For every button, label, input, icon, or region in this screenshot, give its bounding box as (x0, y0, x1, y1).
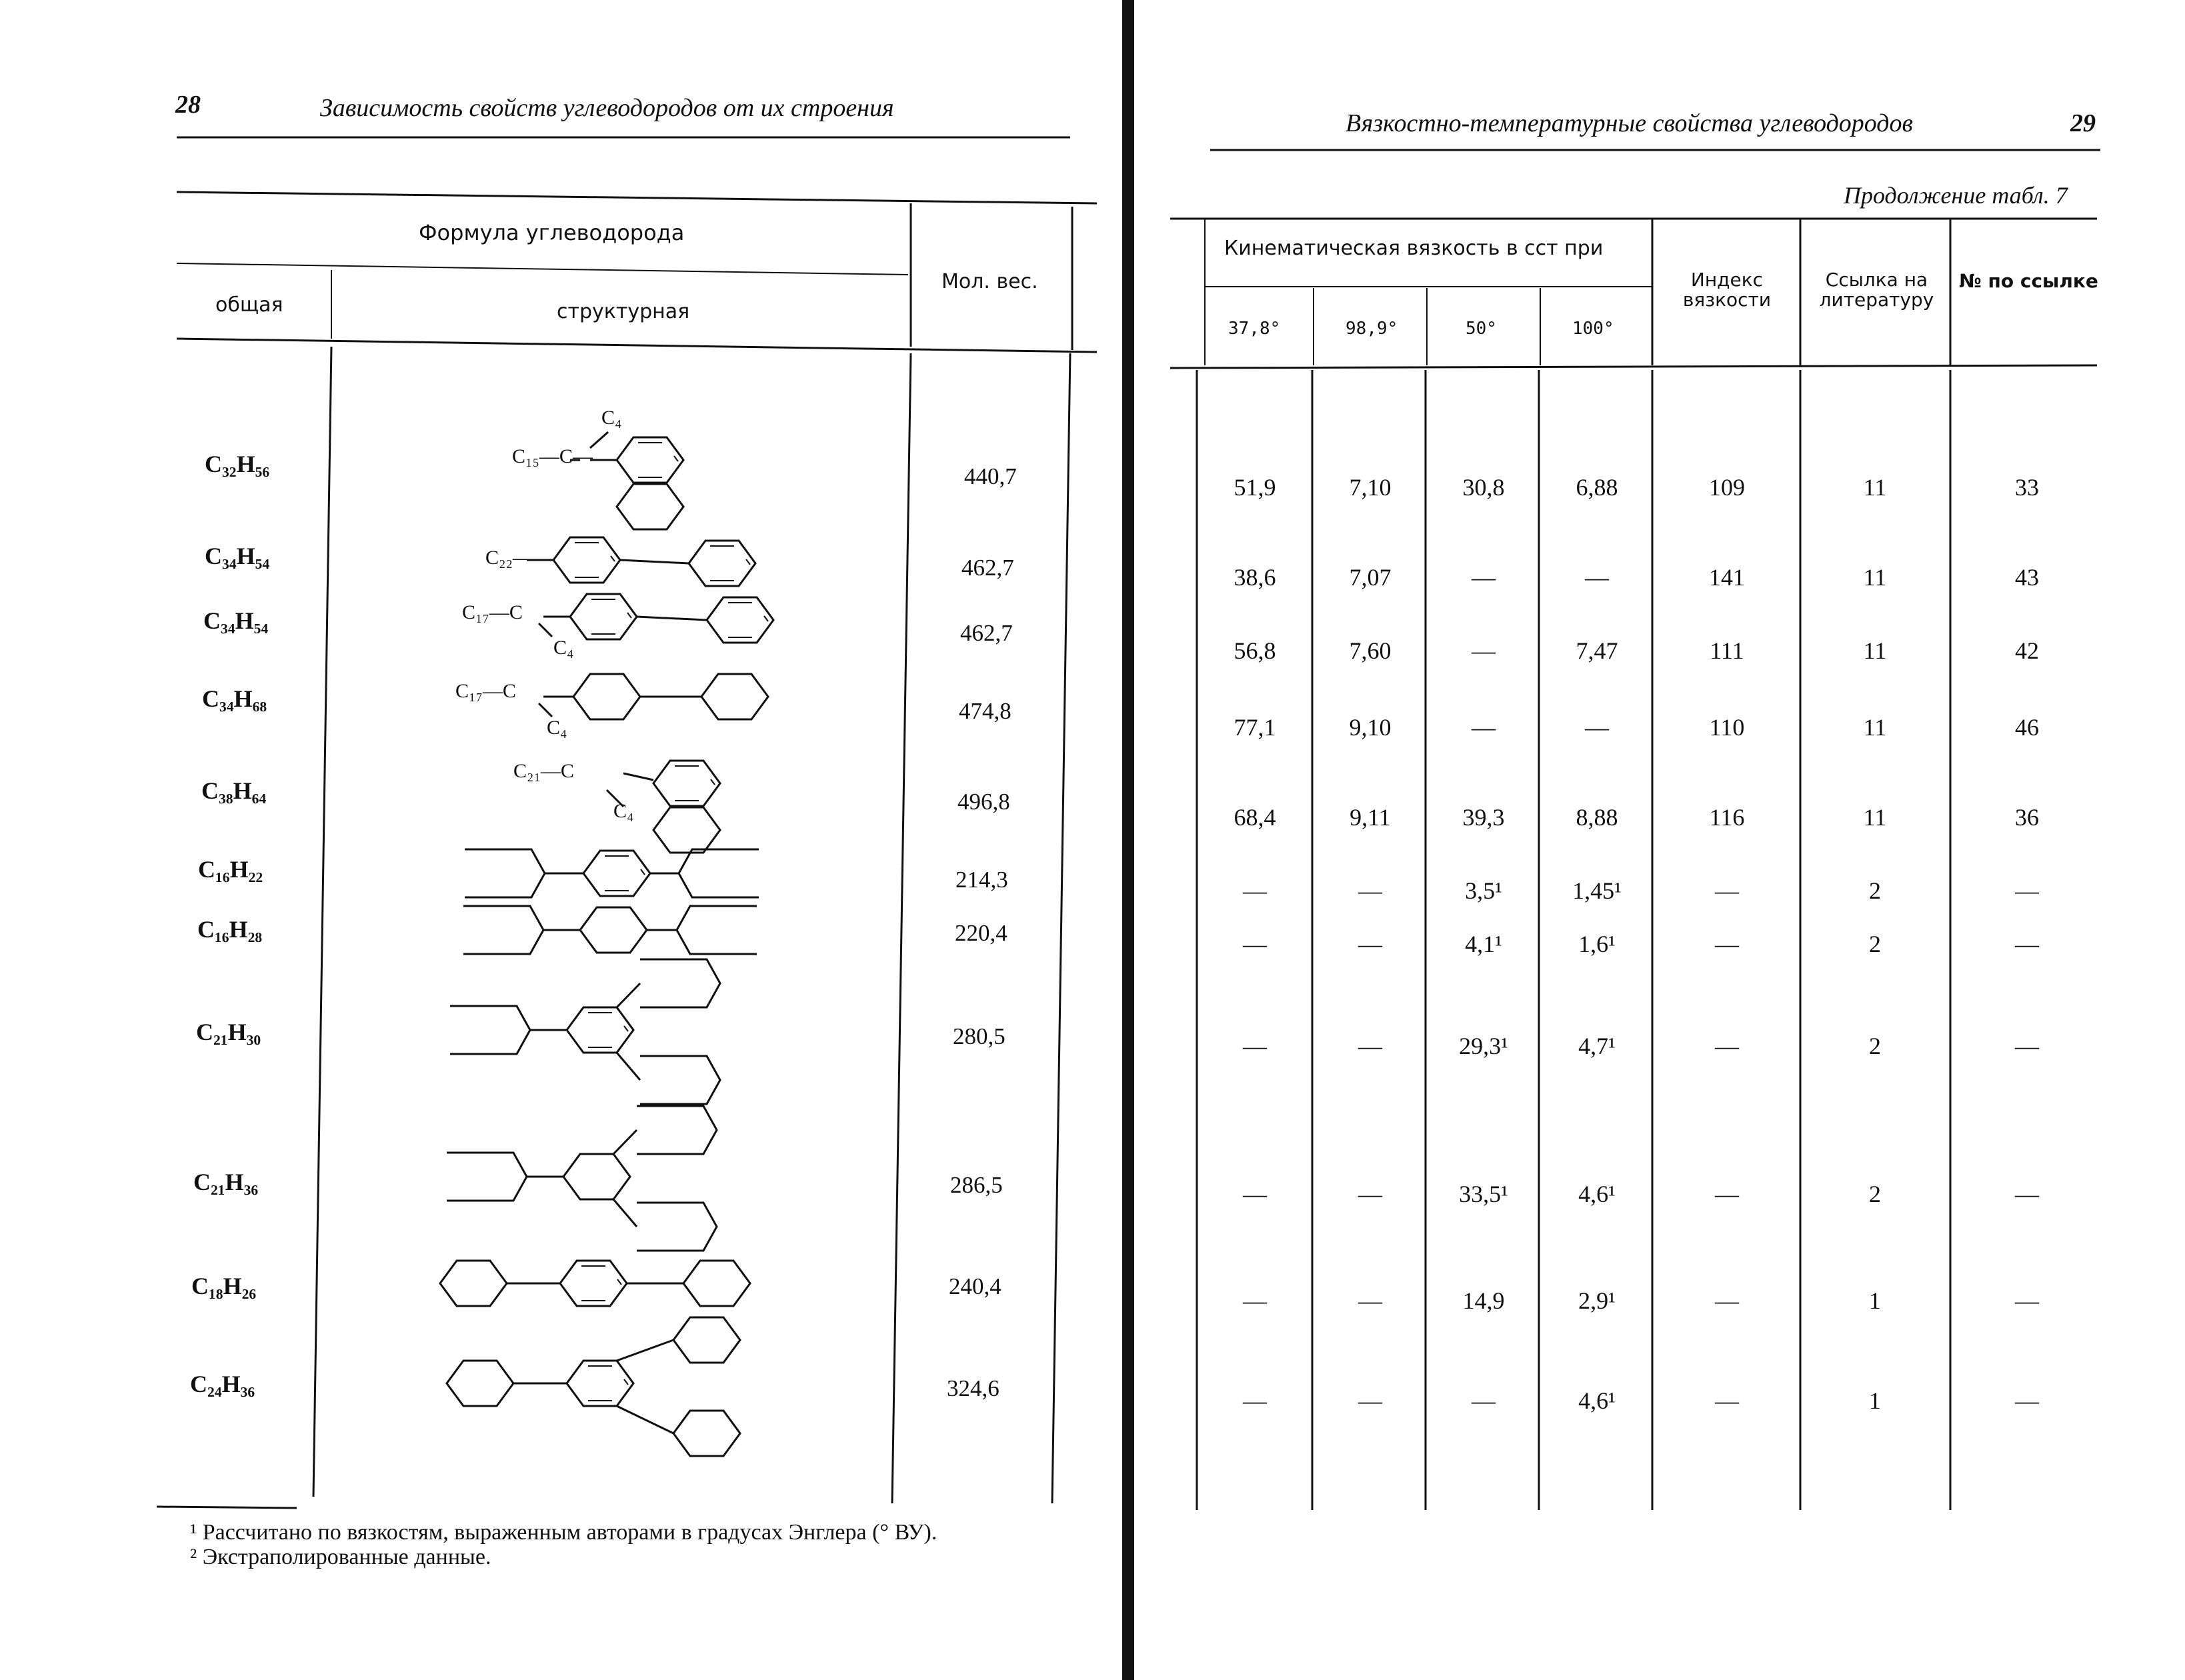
table-cell: 42 (2015, 637, 2039, 664)
table-cell: 9,10 (1349, 714, 1392, 741)
formula-row-1: C₃₂H₅₆ (205, 451, 270, 477)
table-cell: 11 (1863, 564, 1887, 591)
table-cell: — (1715, 877, 1739, 904)
reference-header: Ссылка на литературу (1819, 269, 1934, 311)
table-cell: 2 (1869, 1181, 1881, 1207)
table-cell: 77,1 (1234, 714, 1276, 741)
temp-header-4: 100° (1572, 319, 1614, 339)
table-cell: — (1358, 1287, 1382, 1314)
footnote-2: ² Экстраполированные данные. (190, 1545, 491, 1569)
book-spine (1122, 0, 1134, 1680)
molweight-row-4: 474,8 (959, 698, 1011, 724)
table-cell: 111 (1710, 637, 1744, 664)
table-cell: 7,60 (1349, 637, 1392, 664)
table-cell: 11 (1863, 637, 1887, 664)
table-cell: 4,1¹ (1465, 931, 1502, 957)
table-cell: 1 (1869, 1387, 1881, 1414)
table-cell: — (2015, 1387, 2039, 1414)
formula-row-5: C₃₈H₆₄ (201, 777, 267, 804)
formula-row-9: C₂₁H₃₆ (193, 1169, 259, 1195)
table-cell: 36 (2015, 804, 2039, 831)
table-cell: 110 (1709, 714, 1745, 741)
table-cell: 14,9 (1462, 1287, 1505, 1314)
left-page-number: 28 (175, 91, 201, 119)
table-cell: 11 (1863, 474, 1887, 501)
table-cell: — (1358, 1033, 1382, 1059)
table-cell: 7,47 (1576, 637, 1618, 664)
temp-header-1: 37,8° (1228, 319, 1281, 339)
table-cell: — (1472, 637, 1496, 664)
table-cell: — (2015, 1287, 2039, 1314)
table-cell: 11 (1863, 804, 1887, 831)
formula-row-11: C₂₄H₃₆ (190, 1371, 255, 1397)
table-cell: 2 (1869, 931, 1881, 957)
molweight-row-11: 324,6 (947, 1375, 999, 1401)
formula-row-10: C₁₈H₂₆ (191, 1273, 257, 1299)
molweight-row-1: 440,7 (964, 463, 1017, 489)
footnote-1: ¹ Рассчитано по вязкостям, выраженным авторами в градусах Энглера (° ВУ). (190, 1520, 937, 1545)
formula-row-7: C₁₆H₂₈ (197, 916, 263, 943)
table-cell: — (1243, 877, 1267, 904)
table-cell: 116 (1709, 804, 1745, 831)
table-cell: 1,45¹ (1572, 877, 1622, 904)
substituent-label: C₄ (613, 800, 634, 822)
table-cell: — (1243, 931, 1267, 957)
table-cell: 33 (2015, 474, 2039, 501)
molweight-row-10: 240,4 (949, 1273, 1001, 1299)
molweight-row-6: 214,3 (955, 867, 1008, 893)
molweight-row-8: 280,5 (953, 1023, 1005, 1049)
table-cell: 1,6¹ (1578, 931, 1616, 957)
left-running-title: Зависимость свойств углеводородов от их строения (320, 94, 894, 122)
table-cell: 141 (1709, 564, 1745, 591)
table-cell: 4,7¹ (1578, 1033, 1616, 1059)
formula-row-6: C₁₆H₂₂ (198, 856, 263, 883)
table-cell: — (1358, 931, 1382, 957)
table-cell: 3,5¹ (1465, 877, 1502, 904)
substituent-label: C₁₅—C— (512, 445, 593, 467)
table-cell: — (1472, 1387, 1496, 1414)
table-cell: 39,3 (1462, 804, 1505, 831)
kinematic-viscosity-header: Кинематическая вязкость в сст при (1224, 237, 1604, 260)
table-cell: — (1243, 1181, 1267, 1207)
table-cell: — (2015, 1033, 2039, 1059)
table-cell: 4,6¹ (1578, 1181, 1616, 1207)
table-cell: 29,3¹ (1459, 1033, 1508, 1059)
substituent-label: C₄ (553, 637, 574, 659)
substituent-label: C₁₇—C (455, 680, 516, 702)
substituent-label: C₄ (547, 717, 567, 739)
viscosity-index-header: Индекс вязкости (1682, 269, 1772, 311)
table-cell: — (1585, 714, 1609, 741)
table-cell: — (1585, 564, 1609, 591)
table-cell: 33,5¹ (1459, 1181, 1508, 1207)
formula-row-2: C₃₄H₅₄ (205, 543, 270, 569)
table-cell: 38,6 (1234, 564, 1276, 591)
table-cell: 7,07 (1349, 564, 1392, 591)
table-cell: — (1243, 1033, 1267, 1059)
table-cell: 2 (1869, 877, 1881, 904)
table-cell: — (2015, 931, 2039, 957)
table-cell: — (1715, 1181, 1739, 1207)
table-cell: — (1715, 1033, 1739, 1059)
formula-group-header: Формула углеводорода (419, 220, 685, 245)
reference-number-header: № по ссылке (1959, 270, 2098, 292)
table-cell: 51,9 (1234, 474, 1276, 501)
table-cell: 6,88 (1576, 474, 1618, 501)
table-continuation: Продолжение табл. 7 (1844, 182, 2068, 209)
substituent-label: C₂₁—C (513, 760, 574, 782)
substituent-label: C₄ (601, 407, 622, 429)
right-page-number: 29 (2070, 109, 2096, 137)
table-cell: 43 (2015, 564, 2039, 591)
table-cell: 11 (1863, 714, 1887, 741)
molweight-row-7: 220,4 (955, 920, 1007, 946)
table-cell: — (1472, 564, 1496, 591)
table-cell: 2,9¹ (1578, 1287, 1616, 1314)
molweight-row-3: 462,7 (960, 620, 1013, 646)
formula-row-8: C₂₁H₃₀ (196, 1019, 261, 1045)
table-cell: — (2015, 1181, 2039, 1207)
substituent-label: C₂₂— (485, 547, 533, 569)
table-cell: 30,8 (1462, 474, 1505, 501)
table-cell: — (1472, 714, 1496, 741)
molweight-row-9: 286,5 (950, 1172, 1003, 1198)
molweight-row-2: 462,7 (961, 555, 1014, 581)
table-cell: — (1243, 1287, 1267, 1314)
table-cell: 109 (1709, 474, 1745, 501)
table-cell: — (1358, 1181, 1382, 1207)
table-cell: 7,10 (1349, 474, 1392, 501)
table-cell: 1 (1869, 1287, 1881, 1314)
table-cell: 9,11 (1350, 804, 1391, 831)
table-cell: 2 (1869, 1033, 1881, 1059)
table-cell: 4,6¹ (1578, 1387, 1616, 1414)
temp-header-2: 98,9° (1346, 319, 1398, 339)
table-cell: — (2015, 877, 2039, 904)
table-cell: — (1715, 1287, 1739, 1314)
table-cell: 56,8 (1234, 637, 1276, 664)
general-column-header: общая (215, 293, 283, 317)
formula-row-3: C₃₄H₅₄ (203, 607, 269, 634)
table-cell: 8,88 (1576, 804, 1618, 831)
table-cell: — (1715, 931, 1739, 957)
substituent-label: C₁₇—C (462, 601, 523, 623)
temp-header-3: 50° (1466, 319, 1497, 339)
molweight-column-header: Мол. вес. (941, 270, 1038, 293)
table-cell: — (1358, 877, 1382, 904)
formula-row-4: C₃₄H₆₈ (202, 685, 267, 712)
structural-column-header: структурная (557, 300, 690, 323)
aromatic-ring (617, 437, 683, 483)
right-running-title: Вязкостно-температурные свойства углеводородов (1346, 109, 1914, 137)
table-cell: — (1243, 1387, 1267, 1414)
table-cell: 46 (2015, 714, 2039, 741)
table-cell: — (1358, 1387, 1382, 1414)
table-cell: — (1715, 1387, 1739, 1414)
molweight-row-5: 496,8 (957, 789, 1010, 815)
table-cell: 68,4 (1234, 804, 1276, 831)
